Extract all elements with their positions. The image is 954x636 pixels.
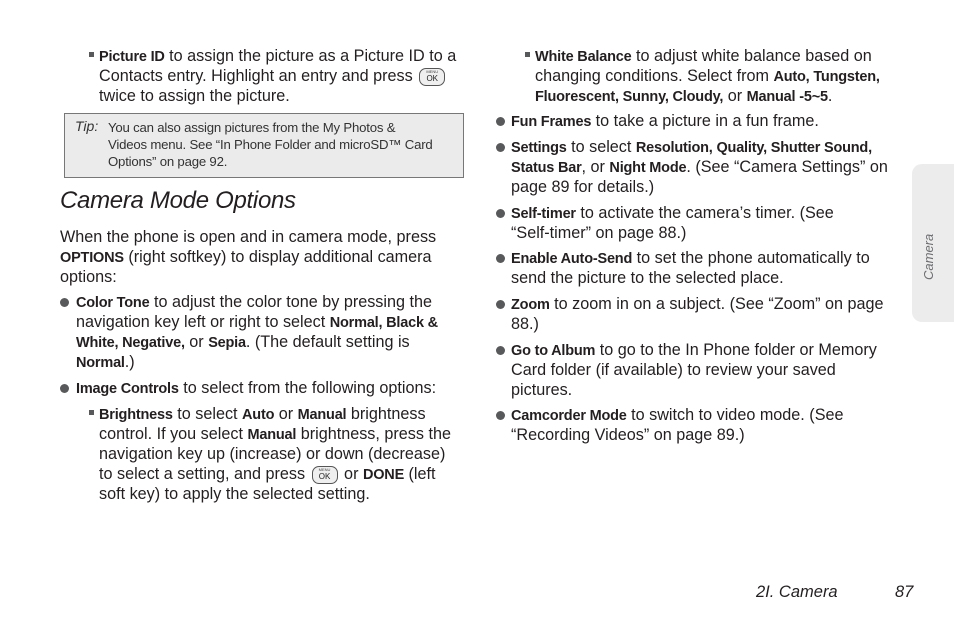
- self-timer-line1: Self-timer to activate the camera’s timer. (See: [511, 204, 834, 222]
- white-balance-line3: Fluorescent, Sunny, Cloudy, or Manual -5~5.: [535, 87, 833, 105]
- footer-page-number: 87: [895, 583, 914, 601]
- camcorder-line2: “Recording Videos” on page 89.): [511, 426, 745, 444]
- settings-line3: page 89 for details.): [511, 178, 655, 196]
- brightness-line3: navigation key up (increase) or down (decrease): [99, 445, 446, 463]
- intro-line1: When the phone is open and in camera mode, press: [60, 228, 437, 246]
- color-tone-line3: White, Negative, or Sepia. (The default setting is: [76, 333, 410, 351]
- settings-line1: Settings to select Resolution, Quality, Shutter Sound,: [511, 138, 872, 156]
- white-balance-line2: changing conditions. Select from Auto, Tungsten,: [535, 67, 880, 85]
- color-tone-line4: Normal.): [76, 353, 135, 371]
- tip-box: [64, 113, 464, 178]
- bullet-marker: [496, 117, 505, 126]
- go-to-album-line3: pictures.: [511, 381, 573, 399]
- color-tone-line2: navigation key left or right to select Normal, Black &: [76, 313, 438, 331]
- bullet-marker: [496, 411, 505, 420]
- self-timer-line2: “Self-timer” on page 88.): [511, 224, 687, 242]
- picture-id-line3: twice to assign the picture.: [99, 87, 290, 105]
- brightness-line4: to select a setting, and press MENU OK or DONE (left: [99, 465, 436, 483]
- settings-line2: Status Bar, or Night Mode. (See “Camera Settings” on: [511, 158, 888, 176]
- sub-bullet-marker: [89, 410, 94, 415]
- bullet-marker: [496, 209, 505, 218]
- go-to-album-line1: Go to Album to go to the In Phone folder or Memory: [511, 341, 877, 359]
- section-heading: Camera Mode Options: [60, 187, 296, 214]
- bullet-marker: [496, 254, 505, 263]
- go-to-album-line2: Card folder (if available) to review your saved: [511, 361, 836, 379]
- zoom-line1: Zoom to zoom in on a subject. (See “Zoom” on page: [511, 295, 884, 313]
- image-controls-line1: Image Controls to select from the following options:: [76, 379, 437, 397]
- brightness-line2: control. If you select Manual brightness, press the: [99, 425, 451, 443]
- footer-section-title: 2I. Camera: [756, 583, 838, 601]
- bullet-marker: [60, 384, 69, 393]
- sub-bullet-marker: [89, 52, 94, 57]
- chapter-side-tab-label: Camera: [921, 233, 936, 280]
- color-tone-line1: Color Tone to adjust the color tone by pressing the: [76, 293, 433, 311]
- sub-bullet-marker: [525, 52, 530, 57]
- bullet-marker: [496, 143, 505, 152]
- zoom-line2: 88.): [511, 315, 539, 333]
- white-balance-line1: White Balance to adjust white balance based on: [535, 47, 872, 65]
- picture-id-line2: Contacts entry. Highlight an entry and press MENU OK: [99, 66, 447, 86]
- camcorder-line1: Camcorder Mode to switch to video mode. (See: [511, 406, 844, 424]
- brightness-line1: Brightness to select Auto or Manual brightness: [99, 405, 426, 423]
- brightness-line5: soft key) to apply the selected setting.: [99, 485, 370, 503]
- picture-id-line1: Picture ID to assign the picture as a Picture ID to a: [99, 47, 457, 65]
- auto-send-line1: Enable Auto-Send to set the phone automatically to: [511, 249, 870, 267]
- intro-line3: options:: [60, 268, 117, 286]
- bullet-marker: [496, 346, 505, 355]
- bullet-marker: [60, 298, 69, 307]
- fun-frames-line1: Fun Frames to take a picture in a fun frame.: [511, 112, 819, 130]
- menu-ok-key-icon: MENU OK: [419, 68, 445, 86]
- intro-line2: OPTIONS (right softkey) to display additional camera: [60, 248, 432, 266]
- menu-ok-key-icon: MENU OK: [312, 466, 338, 484]
- bullet-marker: [496, 300, 505, 309]
- tip-label: Tip:: [75, 118, 99, 134]
- auto-send-line2: send the picture to the selected place.: [511, 269, 784, 287]
- tip-text: You can also assign pictures from the My Photos & Videos menu. See “In Phone Folder and microSD™ Card Options” on page 92.: [108, 120, 433, 169]
